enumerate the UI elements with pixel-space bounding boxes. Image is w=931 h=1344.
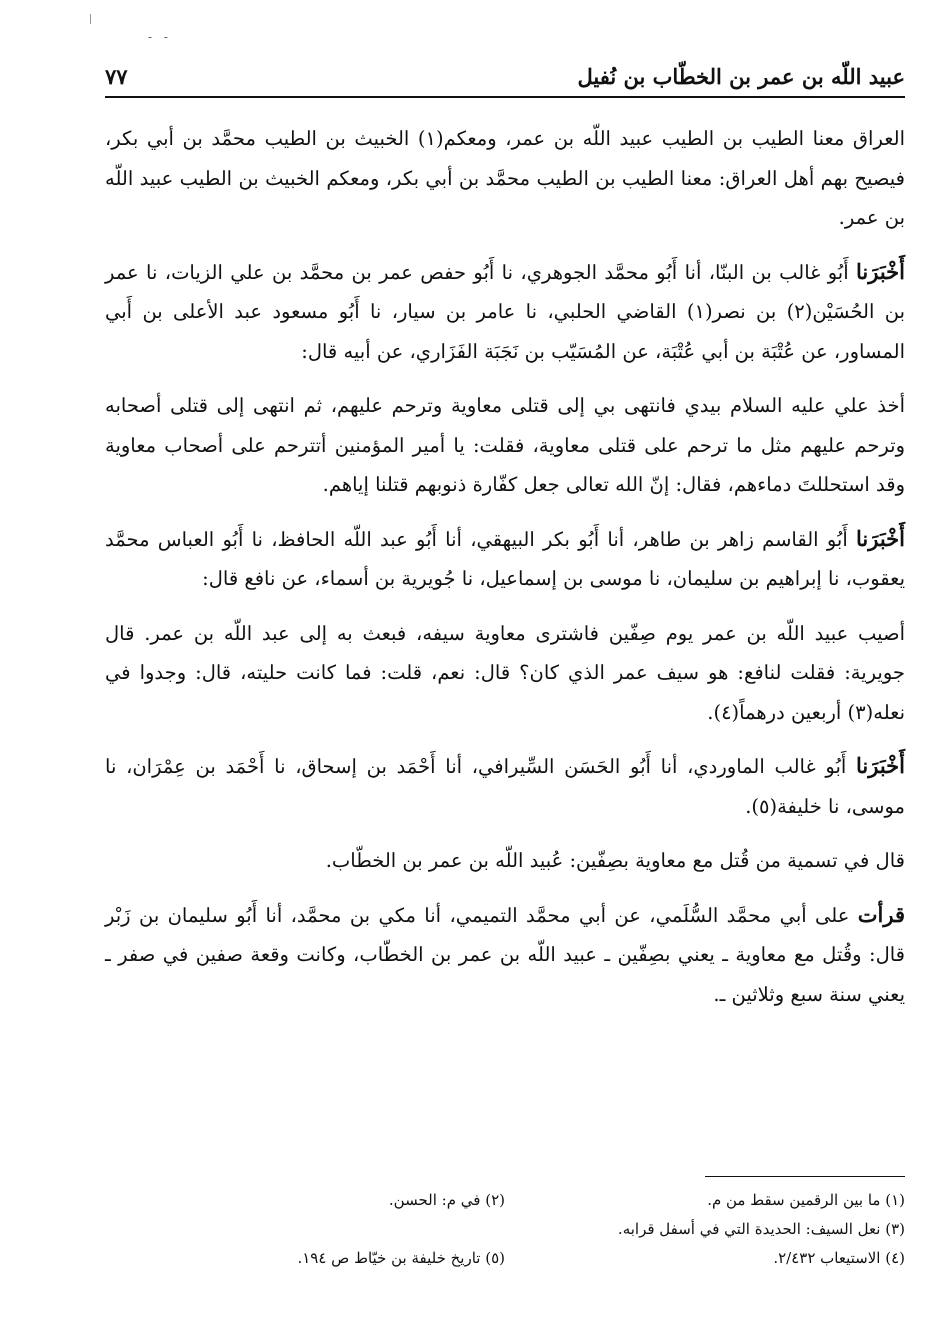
page-number: ٧٧ <box>105 64 128 89</box>
paragraph <box>105 252 905 372</box>
paragraph-text: قال في تسمية من قُتل مع معاوية بصِفّين: عُبيد اللّه بن عمر بن الخطّاب. <box>325 849 905 872</box>
header-rule <box>105 96 905 98</box>
paragraph-lead: أَخْبَرَنا <box>856 753 905 778</box>
paragraph-text: أَبُو غالب الماوردي، أنا أَبُو الحَسَن السِّيرافي، أنا أَحْمَد بن إسحاق، نا أَحْمَد بن عِمْرَان، نا موسى، نا خليفة(٥). <box>105 755 905 818</box>
paragraph <box>105 746 905 826</box>
footnote: (٢) في م: الحسن. <box>388 1191 505 1209</box>
paragraph-text: أَبُو القاسم زاهر بن طاهر، أنا أَبُو بكر البيهقي، أنا أَبُو عبد اللّه الحافظ، نا أَبُو العباس محمَّد يعقوب، نا إبراهيم بن سليمان، نا موسى بن إسماعيل، نا جُويرية بن أسماء، عن نافع قال: <box>105 527 905 590</box>
paragraph <box>105 895 905 1015</box>
paragraph <box>105 385 905 505</box>
page-header <box>105 58 905 96</box>
paragraph <box>105 118 905 238</box>
footnote: (٣) نعل السيف: الحديدة التي في أسفل قرابه. <box>617 1220 905 1238</box>
paragraph-text: أَبُو غالب بن البنّا، أنا أَبُو محمَّد الجوهري، نا أَبُو حفص عمر بن محمَّد بن علي الزيات، نا عمر بن الحُسَيْن(٢) بن نصر(١) القاضي الحلبي، نا عامر بن سيار، نا أَبُو مسعود عبد الأعلى بن أَبي المساور، عن عُتْبَة بن أبي عُتْبَة، عن المُسَيّب بن نَجَبَة الفَزَاري، عن أبيه قال: <box>105 260 906 363</box>
paragraph-lead: قرأت <box>857 901 905 927</box>
paragraph-text: أخذ علي عليه السلام بيدي فانتهى بي إلى قتلى معاوية وترحم عليهم، ثم انتهى إلى قتلى أصحابه وترحم عليهم مثل ما ترحم على قتلى معاوية، فقلت: يا أمير المؤمنين أتترحم على أصحاب معاوية وقد استحللتَ دماءهم، فقال: إنّ الله تعالى جعل كفّارة ذنوبهم قتلنا إياهم. <box>105 394 905 496</box>
paragraph <box>105 519 905 599</box>
paragraph-text: على أبي محمَّد السُّلَمي، عن أبي محمَّد التميمي، أنا مكي بن محمَّد، أنا أَبُو سليمان بن زَبْر قال: وقُتل مع معاوية ـ يعني بصِفّين ـ عبيد اللّه بن عمر بن الخطّاب، وكانت وقعة صفين في صفر ـ يعني سنة سبع وثلاثين ـ. <box>105 903 905 1006</box>
running-title: عبيد اللّه بن عمر بن الخطّاب بن نُفيل <box>577 64 905 89</box>
main-text <box>105 118 905 1028</box>
footnote-rule <box>705 1176 905 1177</box>
paragraph <box>105 613 905 733</box>
paragraph-text: أصيب عبيد اللّه بن عمر يوم صِفّين فاشترى معاوية سيفه، فبعث به إلى عبد اللّه بن عمر. قال جويرية: فقلت لنافع: هو سيف عمر الذي كان؟ قال: نعم، قلت: فما كانت حليته، قال: وجدوا في نعله(٣) أربعين درهماً(٤). <box>105 621 905 724</box>
paragraph-lead: أَخْبَرَنا <box>856 525 905 551</box>
paragraph <box>105 840 905 881</box>
paragraph-lead: أَخْبَرَنا <box>856 258 905 284</box>
paragraph-text: العراق معنا الطيب بن الطيب عبيد اللّه بن عمر، ومعكم(١) الخبيث بن الطيب محمَّد بن أبي بكر، فيصيح بهم أهل العراق: معنا الطيب بن الطيب محمَّد بن أبي بكر، ومعكم الخبيث بن الطيب عبيد اللّه بن عمر. <box>105 127 905 229</box>
scan-mark <box>90 14 91 24</box>
footnote-row <box>105 1215 905 1244</box>
footnote: (١) ما بين الرقمين سقط من م. <box>707 1191 905 1209</box>
top-mark: - - <box>148 30 172 44</box>
footnote: (٥) تاريخ خليفة بن خيّاط ص ١٩٤. <box>297 1249 505 1267</box>
footnote-row <box>105 1244 905 1273</box>
footnote: (٤) الاستيعاب ٢/٤٣٢. <box>773 1249 905 1267</box>
footnote-row <box>105 1186 905 1215</box>
footnotes <box>105 1186 905 1273</box>
